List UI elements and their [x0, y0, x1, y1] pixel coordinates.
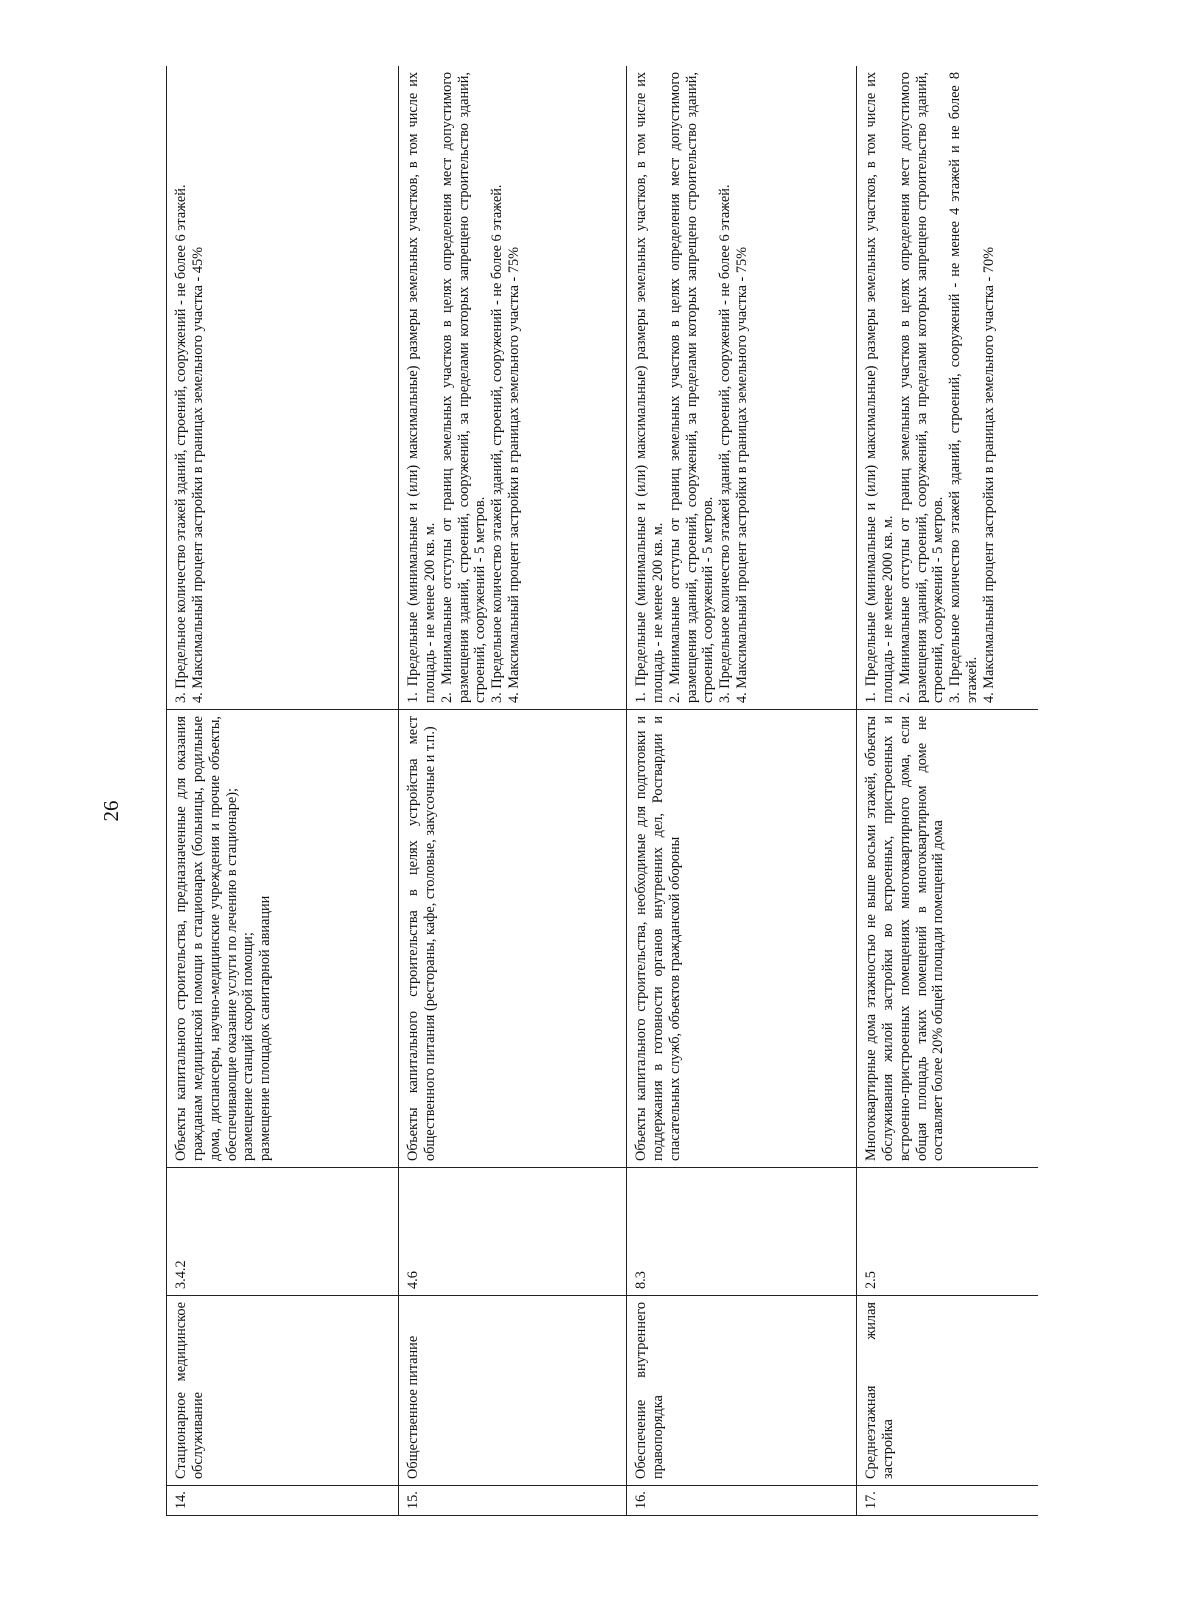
row-number: 14.: [167, 1486, 399, 1516]
use-type-code: 8.3: [627, 1168, 857, 1296]
parameter-line: 3. Предельное количество этажей зданий, строений, сооружений - не более 6 этажей.: [489, 184, 506, 703]
description-line: Многоквартирные дома этажностью не выше восьми этажей, объекты обслуживания жилой застройки во встроенных, пристроенных и встроенно-пристроенных помещениях многоквартирного дома, если общая площадь таких помещений в многоквартирном доме не составляет более 20% общей площади помещений дома: [863, 716, 947, 1161]
use-type-name: Среднеэтажная жилая застройка: [857, 1296, 1039, 1486]
rotated-table-container: [166, 66, 1038, 1516]
parameter-line: 1. Предельные (минимальные и (или) максимальные) размеры земельных участков, в том числе их площадь - не менее 200 кв. м.: [633, 72, 666, 703]
parameter-line: 4. Максимальный процент застройки в границах земельного участка - 70%: [981, 246, 998, 703]
description-line: Объекты капитального строительства, предназначенные для оказания гражданам медицинской помощи в стационарах (больницы, родильные дома, диспансеры, научно-медицинские учреждения и прочие объекты, обеспечивающие оказание услуги по лечению в стационаре);: [173, 716, 240, 1161]
use-type-name: Стационарное медицинское обслуживание: [167, 1296, 399, 1486]
use-type-code: 4.6: [399, 1168, 627, 1296]
parameter-line: 4. Максимальный процент застройки в границах земельного участка - 45%: [189, 246, 206, 703]
use-type-name: Общественное питание: [399, 1296, 627, 1486]
table-row: [399, 66, 627, 1516]
description-line: размещение станций скорой помощи;: [240, 932, 257, 1161]
building-parameters: [167, 66, 399, 710]
use-description: [167, 710, 399, 1168]
parameter-line: 2. Минимальные отступы от границ земельных участков в целях определения мест допустимого размещения зданий, строений, сооружений, за пределами которых запрещено строительство зданий, строений, сооружений - 5 метров.: [896, 72, 947, 703]
building-parameters: [399, 66, 627, 710]
description-line: Объекты капитального строительства, необходимые для подготовки и поддержания в готовности органов внутренних дел, Росгвардии и спасательных служб, объектов гражданской обороны: [633, 716, 683, 1161]
page-number: 26: [98, 800, 123, 822]
description-line: Объекты капитального строительства в целях устройства мест общественного питания (рестораны, кафе, столовые, закусочные и т.п.): [405, 716, 438, 1161]
table-row: [167, 66, 399, 1516]
use-description: [627, 710, 857, 1168]
parameter-line: 3. Предельное количество этажей зданий, строений, сооружений - не более 6 этажей.: [717, 184, 734, 703]
use-type-name: Обеспечение внутреннего правопорядка: [627, 1296, 857, 1486]
row-number: 16.: [627, 1486, 857, 1516]
parameter-line: 3. Предельное количество этажей зданий, строений, сооружений - не более 6 этажей.: [173, 184, 189, 703]
land-use-table: [166, 66, 1038, 1516]
parameter-line: 4. Максимальный процент застройки в границах земельного участка - 75%: [734, 246, 751, 703]
parameter-line: 2. Минимальные отступы от границ земельных участков в целях определения мест допустимого размещения зданий, строений, сооружений, за пределами которых запрещено строительство зданий, строений, сооружений - 5 метров.: [666, 72, 717, 703]
building-parameters: [627, 66, 857, 710]
table-row: [627, 66, 857, 1516]
building-parameters: [857, 66, 1039, 710]
parameter-line: 3. Предельное количество этажей зданий, строений, сооружений - не менее 4 этажей и не более 8 этажей.: [947, 72, 981, 703]
row-number: 17.: [857, 1486, 1039, 1516]
use-type-code: 2.5: [857, 1168, 1039, 1296]
use-description: [857, 710, 1039, 1168]
parameter-line: 1. Предельные (минимальные и (или) максимальные) размеры земельных участков, в том числе их площадь - не менее 200 кв. м.: [405, 72, 438, 703]
parameter-line: 4. Максимальный процент застройки в границах земельного участка - 75%: [506, 246, 523, 703]
parameter-line: 2. Минимальные отступы от границ земельных участков в целях определения мест допустимого размещения зданий, строений, сооружений, за пределами которых запрещено строительство зданий, строений, сооружений - 5 метров.: [438, 72, 489, 703]
description-line: размещение площадок санитарной авиации: [257, 895, 274, 1161]
parameter-line: 1. Предельные (минимальные и (или) максимальные) размеры земельных участков, в том числе их площадь - не менее 2000 кв. м.: [863, 72, 896, 703]
use-description: [399, 710, 627, 1168]
table-row: [857, 66, 1039, 1516]
table-viewport: [166, 66, 1038, 1516]
use-type-code: 3.4.2: [167, 1168, 399, 1296]
row-number: 15.: [399, 1486, 627, 1516]
